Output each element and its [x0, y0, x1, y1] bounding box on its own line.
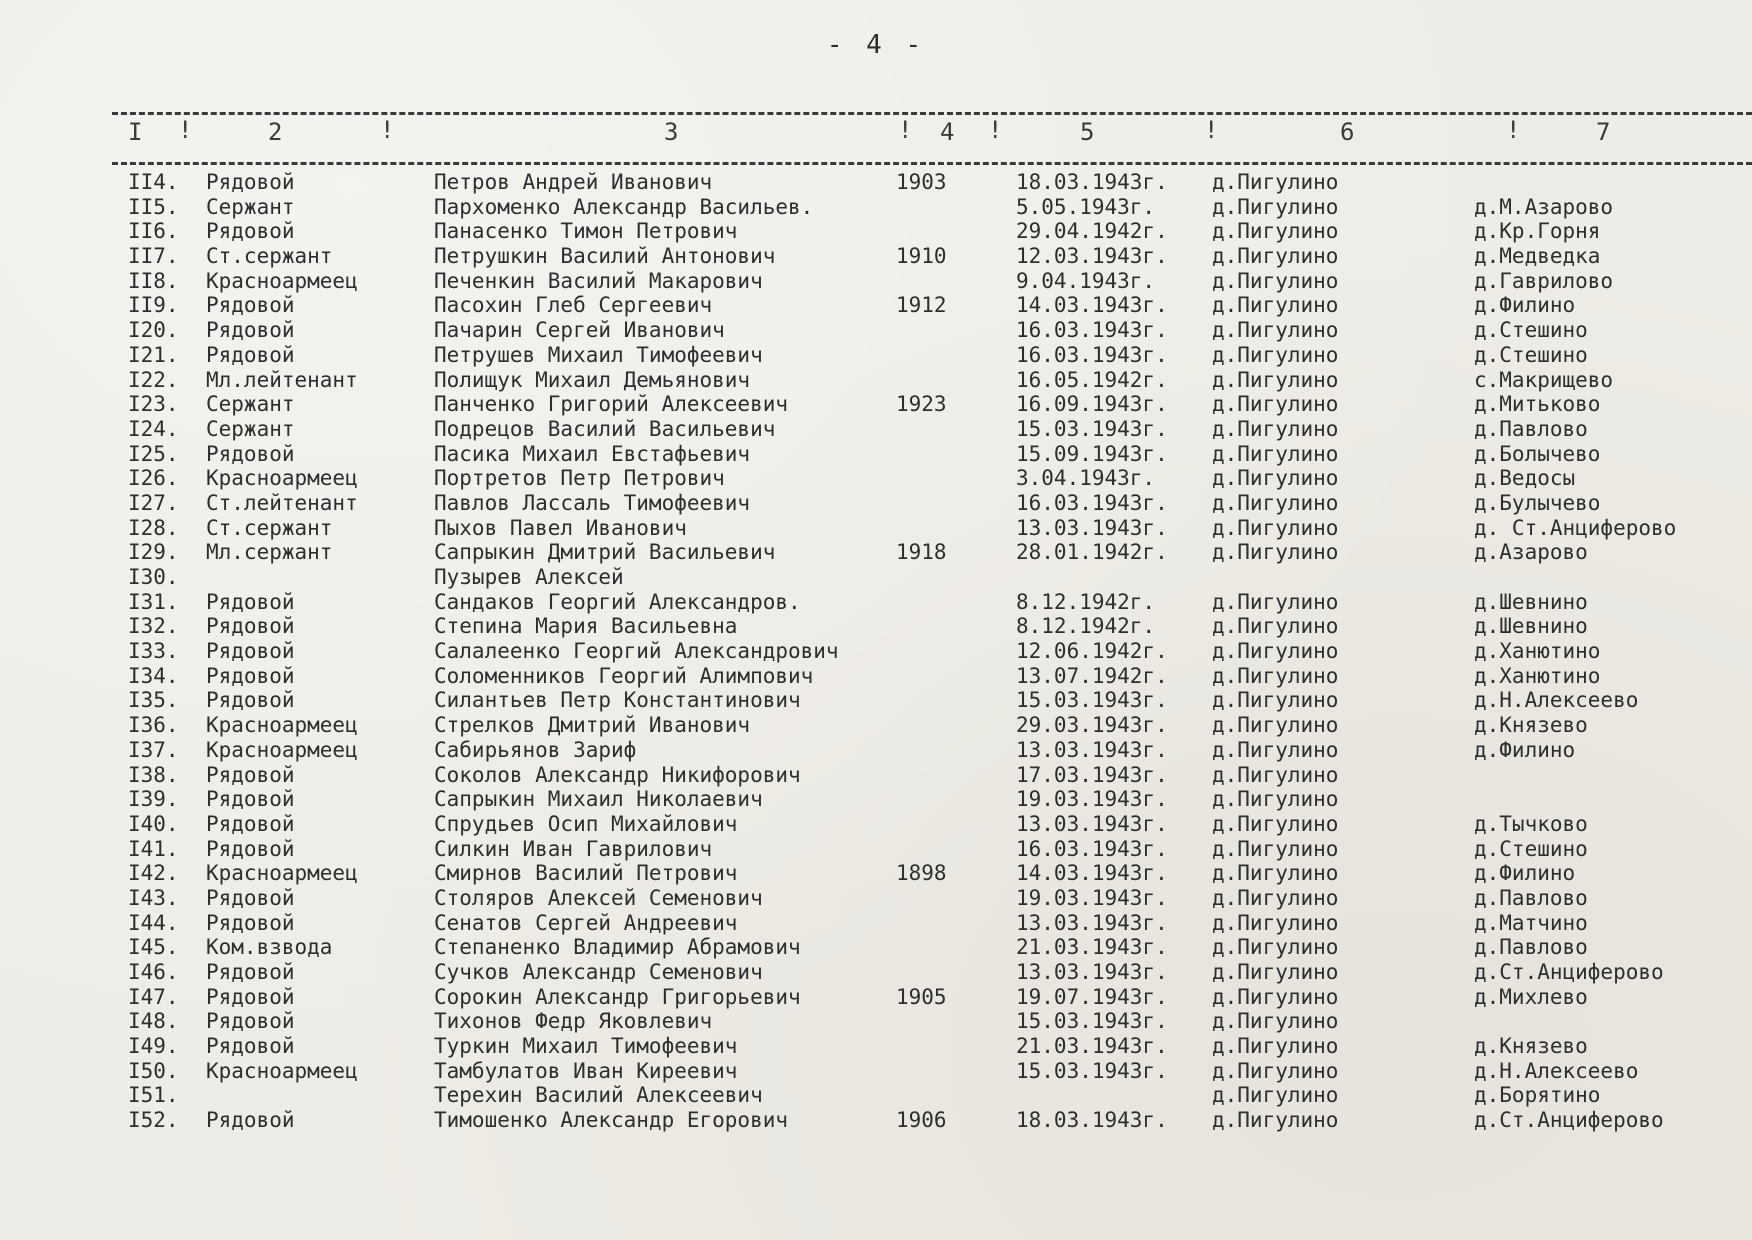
column-header-2: 2	[268, 118, 283, 146]
record-row	[0, 392, 1752, 417]
record-row	[0, 713, 1752, 738]
name-cell: Печенкин Василий Макарович	[434, 268, 763, 293]
burial-place-cell: д.Пигулино	[1212, 441, 1339, 466]
name-cell: Пасика Михаил Евстафьевич	[434, 441, 751, 466]
origin-place-cell: д.Ведосы	[1474, 466, 1576, 491]
rank-cell: Мл.сержант	[206, 540, 333, 565]
origin-place-cell: д.Филино	[1474, 737, 1576, 762]
birth-year-cell: 1910	[896, 244, 947, 269]
origin-place-cell: д.Азарово	[1474, 540, 1588, 565]
origin-place-cell: д.Ст.Анциферово	[1474, 1108, 1664, 1133]
date-cell: 8.12.1942г.	[1016, 589, 1156, 614]
date-cell: 14.03.1943г.	[1016, 293, 1168, 318]
column-header-7: 7	[1596, 118, 1611, 146]
rank-cell: Рядовой	[206, 811, 295, 836]
column-separator: !	[1204, 116, 1219, 144]
date-cell: 12.03.1943г.	[1016, 244, 1168, 269]
burial-place-cell: д.Пигулино	[1212, 1058, 1339, 1083]
name-cell: Тамбулатов Иван Киреевич	[434, 1058, 738, 1083]
rank-cell: Сержант	[206, 392, 295, 417]
record-row	[0, 787, 1752, 812]
record-row	[0, 985, 1752, 1010]
burial-place-cell: д.Пигулино	[1212, 663, 1339, 688]
rank-cell: Рядовой	[206, 342, 295, 367]
name-cell: Сапрыкин Михаил Николаевич	[434, 787, 763, 812]
row-number: I46.	[128, 960, 179, 984]
record-row	[0, 368, 1752, 393]
row-number: II5.	[128, 194, 179, 219]
name-cell: Пархоменко Александр Васильев.	[434, 194, 814, 219]
name-cell: Портретов Петр Петрович	[434, 466, 725, 491]
origin-place-cell: д.Ханютино	[1474, 663, 1601, 688]
origin-place-cell: с.Макрищево	[1474, 367, 1614, 392]
burial-place-cell: д.Пигулино	[1212, 910, 1339, 935]
birth-year-cell: 1905	[896, 984, 947, 1009]
row-number: II9.	[128, 293, 179, 318]
rank-cell: Ст.сержант	[206, 515, 333, 540]
record-row	[0, 318, 1752, 343]
row-number: I23.	[128, 392, 179, 417]
row-number: I51.	[128, 1083, 179, 1108]
date-cell: 16.03.1943г.	[1016, 318, 1168, 343]
record-row	[0, 269, 1752, 294]
rank-cell: Рядовой	[206, 441, 295, 466]
date-cell: 16.03.1943г.	[1016, 490, 1168, 515]
rank-cell: Рядовой	[206, 762, 295, 787]
date-cell: 19.03.1943г.	[1016, 885, 1168, 910]
rank-cell: Красноармеец	[206, 268, 358, 293]
rank-cell: Сержант	[206, 416, 295, 441]
date-cell: 29.04.1942г.	[1016, 219, 1168, 244]
origin-place-cell: д.Митьково	[1474, 392, 1601, 417]
header-bottom-rule	[112, 162, 1752, 165]
rank-cell: Рядовой	[206, 589, 295, 614]
row-number: I38.	[128, 762, 179, 787]
name-cell: Павлов Лассаль Тимофеевич	[434, 490, 751, 515]
burial-place-cell: д.Пигулино	[1212, 984, 1339, 1009]
name-cell: Сучков Александр Семенович	[434, 960, 763, 984]
name-cell: Смирнов Василий Петрович	[434, 861, 738, 886]
rank-cell: Красноармеец	[206, 713, 358, 738]
rank-cell: Рядовой	[206, 688, 295, 713]
rank-cell: Рядовой	[206, 170, 295, 194]
record-row	[0, 590, 1752, 615]
date-cell: 15.03.1943г.	[1016, 416, 1168, 441]
record-row	[0, 960, 1752, 985]
record-row	[0, 293, 1752, 318]
row-number: I41.	[128, 836, 179, 861]
burial-place-cell: д.Пигулино	[1212, 861, 1339, 886]
origin-place-cell: д.Стешино	[1474, 836, 1588, 861]
row-number: II6.	[128, 219, 179, 244]
row-number: I50.	[128, 1058, 179, 1083]
burial-place-cell: д.Пигулино	[1212, 540, 1339, 565]
date-cell: 13.03.1943г.	[1016, 910, 1168, 935]
date-cell: 15.03.1943г.	[1016, 1009, 1168, 1034]
row-number: I45.	[128, 935, 179, 960]
name-cell: Степаненко Владимир Абрамович	[434, 935, 801, 960]
rank-cell: Мл.лейтенант	[206, 367, 358, 392]
record-row	[0, 1083, 1752, 1108]
name-cell: Степина Мария Васильевна	[434, 614, 738, 639]
column-header-3: 3	[664, 118, 679, 146]
burial-place-cell: д.Пигулино	[1212, 1009, 1339, 1034]
burial-place-cell: д.Пигулино	[1212, 762, 1339, 787]
rank-cell: Рядовой	[206, 639, 295, 664]
rank-cell: Сержант	[206, 194, 295, 219]
rank-cell: Красноармеец	[206, 466, 358, 491]
burial-place-cell: д.Пигулино	[1212, 392, 1339, 417]
origin-place-cell: д.Павлово	[1474, 416, 1588, 441]
page-number: - 4 -	[826, 30, 926, 60]
rank-cell: Рядовой	[206, 663, 295, 688]
row-number: I48.	[128, 1009, 179, 1034]
rank-cell: Красноармеец	[206, 1058, 358, 1083]
date-cell: 15.09.1943г.	[1016, 441, 1168, 466]
rank-cell: Красноармеец	[206, 861, 358, 886]
date-cell: 5.05.1943г.	[1016, 194, 1156, 219]
row-number: I22.	[128, 367, 179, 392]
row-number: I47.	[128, 984, 179, 1009]
column-header-5: 5	[1080, 118, 1095, 146]
row-number: I49.	[128, 1034, 179, 1059]
column-header-4: 4	[940, 118, 955, 146]
burial-place-cell: д.Пигулино	[1212, 515, 1339, 540]
record-row	[0, 442, 1752, 467]
record-row	[0, 812, 1752, 837]
row-number: I39.	[128, 787, 179, 812]
rank-cell: Рядовой	[206, 787, 295, 812]
record-row	[0, 614, 1752, 639]
origin-place-cell: д.Ст.Анциферово	[1474, 960, 1664, 984]
burial-place-cell: д.Пигулино	[1212, 416, 1339, 441]
name-cell: Соколов Александр Никифорович	[434, 762, 801, 787]
name-cell: Петрушев Михаил Тимофеевич	[434, 342, 763, 367]
origin-place-cell: д.Павлово	[1474, 885, 1588, 910]
burial-place-cell: д.Пигулино	[1212, 639, 1339, 664]
record-row	[0, 540, 1752, 565]
date-cell: 8.12.1942г.	[1016, 614, 1156, 639]
record-row	[0, 491, 1752, 516]
origin-place-cell: д.Кр.Горня	[1474, 219, 1601, 244]
record-row	[0, 195, 1752, 220]
record-row	[0, 516, 1752, 541]
rank-cell: Рядовой	[206, 885, 295, 910]
date-cell: 16.03.1943г.	[1016, 836, 1168, 861]
rank-cell: Рядовой	[206, 219, 295, 244]
date-cell: 19.07.1943г.	[1016, 984, 1168, 1009]
name-cell: Петров Андрей Иванович	[434, 170, 713, 194]
burial-place-cell: д.Пигулино	[1212, 293, 1339, 318]
rank-cell: Рядовой	[206, 614, 295, 639]
name-cell: Панченко Григорий Алексеевич	[434, 392, 789, 417]
origin-place-cell: д.Гаврилово	[1474, 268, 1614, 293]
burial-place-cell: д.Пигулино	[1212, 318, 1339, 343]
date-cell: 18.03.1943г.	[1016, 1108, 1168, 1133]
origin-place-cell: д.Филино	[1474, 293, 1576, 318]
row-number: I30.	[128, 565, 179, 589]
burial-place-cell: д.Пигулино	[1212, 614, 1339, 639]
header-top-rule	[112, 112, 1752, 115]
birth-year-cell: 1912	[896, 293, 947, 318]
rank-cell: Рядовой	[206, 1034, 295, 1059]
name-cell: Туркин Михаил Тимофеевич	[434, 1034, 738, 1059]
record-row	[0, 466, 1752, 491]
record-row	[0, 1034, 1752, 1059]
record-row	[0, 1108, 1752, 1133]
record-row	[0, 861, 1752, 886]
row-number: II8.	[128, 268, 179, 293]
burial-place-cell: д.Пигулино	[1212, 219, 1339, 244]
name-cell: Полищук Михаил Демьянович	[434, 367, 751, 392]
burial-place-cell: д.Пигулино	[1212, 268, 1339, 293]
origin-place-cell: д.Павлово	[1474, 935, 1588, 960]
column-separator: !	[380, 116, 395, 144]
burial-place-cell: д.Пигулино	[1212, 787, 1339, 812]
record-row	[0, 935, 1752, 960]
date-cell: 15.03.1943г.	[1016, 1058, 1168, 1083]
name-cell: Панасенко Тимон Петрович	[434, 219, 738, 244]
date-cell: 16.03.1943г.	[1016, 342, 1168, 367]
date-cell: 3.04.1943г.	[1016, 466, 1156, 491]
burial-place-cell: д.Пигулино	[1212, 170, 1339, 194]
record-row	[0, 911, 1752, 936]
row-number: I32.	[128, 614, 179, 639]
row-number: I36.	[128, 713, 179, 738]
name-cell: Пыхов Павел Иванович	[434, 515, 687, 540]
rank-cell: Красноармеец	[206, 737, 358, 762]
row-number: I34.	[128, 663, 179, 688]
row-number: I37.	[128, 737, 179, 762]
origin-place-cell: д.Тычково	[1474, 811, 1588, 836]
record-row	[0, 688, 1752, 713]
burial-place-cell: д.Пигулино	[1212, 589, 1339, 614]
burial-place-cell: д.Пигулино	[1212, 885, 1339, 910]
name-cell: Сапрыкин Дмитрий Васильевич	[434, 540, 776, 565]
row-number: I33.	[128, 639, 179, 664]
origin-place-cell: д.Борятино	[1474, 1083, 1601, 1108]
date-cell: 19.03.1943г.	[1016, 787, 1168, 812]
date-cell: 29.03.1943г.	[1016, 713, 1168, 738]
burial-place-cell: д.Пигулино	[1212, 960, 1339, 984]
burial-place-cell: д.Пигулино	[1212, 935, 1339, 960]
date-cell: 13.03.1943г.	[1016, 515, 1168, 540]
rank-cell: Ком.взвода	[206, 935, 333, 960]
burial-place-cell: д.Пигулино	[1212, 688, 1339, 713]
date-cell: 13.03.1943г.	[1016, 737, 1168, 762]
record-row	[0, 886, 1752, 911]
name-cell: Тимошенко Александр Егорович	[434, 1108, 789, 1133]
row-number: II7.	[128, 244, 179, 269]
rank-cell: Рядовой	[206, 318, 295, 343]
origin-place-cell: д.Медведка	[1474, 244, 1601, 269]
burial-place-cell: д.Пигулино	[1212, 811, 1339, 836]
column-separator: !	[1506, 116, 1521, 144]
name-cell: Сандаков Георгий Александров.	[434, 589, 801, 614]
burial-place-cell: д.Пигулино	[1212, 244, 1339, 269]
origin-place-cell: д.Князево	[1474, 713, 1588, 738]
burial-place-cell: д.Пигулино	[1212, 737, 1339, 762]
name-cell: Силкин Иван Гаврилович	[434, 836, 713, 861]
origin-place-cell: д.Н.Алексеево	[1474, 688, 1639, 713]
birth-year-cell: 1918	[896, 540, 947, 565]
record-row	[0, 1009, 1752, 1034]
date-cell: 13.03.1943г.	[1016, 811, 1168, 836]
origin-place-cell: д.Ханютино	[1474, 639, 1601, 664]
birth-year-cell: 1906	[896, 1108, 947, 1133]
date-cell: 18.03.1943г.	[1016, 170, 1168, 194]
birth-year-cell: 1903	[896, 170, 947, 194]
row-number: I20.	[128, 318, 179, 343]
burial-place-cell: д.Пигулино	[1212, 1083, 1339, 1108]
name-cell: Пузырев Алексей	[434, 565, 624, 589]
row-number: I43.	[128, 885, 179, 910]
name-cell: Столяров Алексей Семенович	[434, 885, 763, 910]
record-row	[0, 837, 1752, 862]
origin-place-cell: д.Князево	[1474, 1034, 1588, 1059]
origin-place-cell: д.М.Азарово	[1474, 194, 1614, 219]
record-row	[0, 219, 1752, 244]
burial-place-cell: д.Пигулино	[1212, 367, 1339, 392]
origin-place-cell: д.Матчино	[1474, 910, 1588, 935]
record-list	[0, 170, 1752, 1133]
column-header-1: I	[128, 118, 143, 146]
burial-place-cell: д.Пигулино	[1212, 713, 1339, 738]
record-row	[0, 738, 1752, 763]
record-row	[0, 1059, 1752, 1084]
date-cell: 14.03.1943г.	[1016, 861, 1168, 886]
burial-place-cell: д.Пигулино	[1212, 1034, 1339, 1059]
origin-place-cell: д.Булычево	[1474, 490, 1601, 515]
name-cell: Терехин Василий Алексеевич	[434, 1083, 763, 1108]
row-number: I42.	[128, 861, 179, 886]
date-cell: 9.04.1943г.	[1016, 268, 1156, 293]
record-row	[0, 417, 1752, 442]
name-cell: Пасохин Глеб Сергеевич	[434, 293, 713, 318]
origin-place-cell: д. Ст.Анциферово	[1474, 515, 1677, 540]
rank-cell: Рядовой	[206, 1009, 295, 1034]
name-cell: Петрушкин Василий Антонович	[434, 244, 776, 269]
record-row	[0, 343, 1752, 368]
date-cell: 21.03.1943г.	[1016, 935, 1168, 960]
birth-year-cell: 1923	[896, 392, 947, 417]
origin-place-cell: д.Михлево	[1474, 984, 1588, 1009]
origin-place-cell: д.Филино	[1474, 861, 1576, 886]
row-number: I21.	[128, 342, 179, 367]
burial-place-cell: д.Пигулино	[1212, 490, 1339, 515]
date-cell: 13.07.1942г.	[1016, 663, 1168, 688]
origin-place-cell: д.Н.Алексеево	[1474, 1058, 1639, 1083]
rank-cell: Ст.сержант	[206, 244, 333, 269]
date-cell: 15.03.1943г.	[1016, 688, 1168, 713]
date-cell: 21.03.1943г.	[1016, 1034, 1168, 1059]
name-cell: Тихонов Федр Яковлевич	[434, 1009, 713, 1034]
record-row	[0, 170, 1752, 195]
name-cell: Спрудьев Осип Михайлович	[434, 811, 738, 836]
name-cell: Соломенников Георгий Алимпович	[434, 663, 814, 688]
burial-place-cell: д.Пигулино	[1212, 466, 1339, 491]
row-number: I24.	[128, 416, 179, 441]
burial-place-cell: д.Пигулино	[1212, 342, 1339, 367]
date-cell: 16.09.1943г.	[1016, 392, 1168, 417]
rank-cell: Рядовой	[206, 960, 295, 984]
name-cell: Силантьев Петр Константинович	[434, 688, 801, 713]
date-cell: 17.03.1943г.	[1016, 762, 1168, 787]
name-cell: Пачарин Сергей Иванович	[434, 318, 725, 343]
record-row	[0, 664, 1752, 689]
row-number: I44.	[128, 910, 179, 935]
record-row	[0, 244, 1752, 269]
date-cell: 13.03.1943г.	[1016, 960, 1168, 984]
burial-place-cell: д.Пигулино	[1212, 836, 1339, 861]
row-number: I28.	[128, 515, 179, 540]
origin-place-cell: д.Шевнино	[1474, 614, 1588, 639]
origin-place-cell: д.Стешино	[1474, 318, 1588, 343]
name-cell: Сенатов Сергей Андреевич	[434, 910, 738, 935]
row-number: I26.	[128, 466, 179, 491]
rank-cell: Рядовой	[206, 910, 295, 935]
column-separator: !	[178, 116, 193, 144]
date-cell: 28.01.1942г.	[1016, 540, 1168, 565]
burial-place-cell: д.Пигулино	[1212, 194, 1339, 219]
record-row	[0, 763, 1752, 788]
column-separator: !	[898, 116, 913, 144]
rank-cell: Рядовой	[206, 1108, 295, 1133]
column-header-6: 6	[1340, 118, 1355, 146]
rank-cell: Рядовой	[206, 836, 295, 861]
row-number: I35.	[128, 688, 179, 713]
row-number: I27.	[128, 490, 179, 515]
row-number: I52.	[128, 1108, 179, 1133]
date-cell: 12.06.1942г.	[1016, 639, 1168, 664]
name-cell: Салалеенко Георгий Александрович	[434, 639, 839, 664]
row-number: I29.	[128, 540, 179, 565]
row-number: I25.	[128, 441, 179, 466]
origin-place-cell: д.Болычево	[1474, 441, 1601, 466]
record-row	[0, 565, 1752, 590]
record-row	[0, 639, 1752, 664]
row-number: I31.	[128, 589, 179, 614]
rank-cell: Ст.лейтенант	[206, 490, 358, 515]
birth-year-cell: 1898	[896, 861, 947, 886]
row-number: I40.	[128, 811, 179, 836]
name-cell: Сорокин Александр Григорьевич	[434, 984, 801, 1009]
origin-place-cell: д.Шевнино	[1474, 589, 1588, 614]
name-cell: Сабирьянов Зариф	[434, 737, 637, 762]
name-cell: Подрецов Василий Васильевич	[434, 416, 776, 441]
column-separator: !	[988, 116, 1003, 144]
date-cell: 16.05.1942г.	[1016, 367, 1168, 392]
origin-place-cell: д.Стешино	[1474, 342, 1588, 367]
rank-cell: Рядовой	[206, 984, 295, 1009]
row-number: II4.	[128, 170, 179, 194]
rank-cell: Рядовой	[206, 293, 295, 318]
burial-place-cell: д.Пигулино	[1212, 1108, 1339, 1133]
name-cell: Стрелков Дмитрий Иванович	[434, 713, 751, 738]
